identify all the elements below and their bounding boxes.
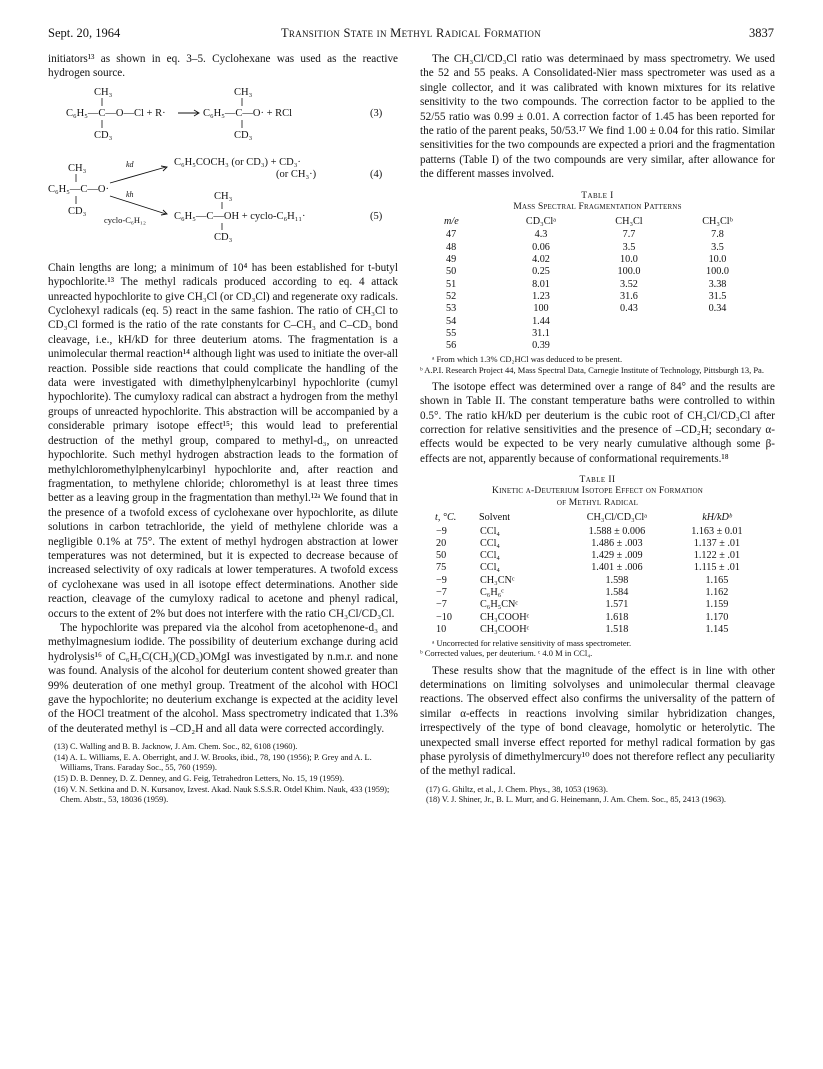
- eq3-rhs: C₆H₅—C—O· + RCl: [203, 107, 293, 119]
- left-footnotes: [48, 742, 398, 806]
- table2-notes: [420, 638, 775, 658]
- table1-label: Table I: [581, 190, 614, 201]
- table-row: [434, 279, 764, 291]
- table-row: [434, 340, 764, 352]
- table-row: [434, 550, 764, 562]
- table-cell: CH₃COOHᶜ: [480, 623, 530, 635]
- table-cell: 100: [533, 303, 549, 315]
- table-cell: CCl₄: [480, 550, 500, 562]
- table-cell: 1.159: [705, 599, 729, 611]
- table1-header-row: [434, 215, 764, 229]
- table1: [434, 215, 764, 352]
- table-cell: CCl₄: [480, 562, 500, 574]
- table-row: [434, 624, 764, 636]
- table-cell: 1.163 ± 0.01: [691, 525, 743, 537]
- table2-title: Kinetic α-Deuterium Isotope Effect on Formation: [492, 486, 703, 497]
- eq5-cd3: CD₃: [214, 231, 233, 243]
- eq3-ch3-left: CH₃: [94, 86, 113, 98]
- eq3-ch3-right: CH₃: [234, 86, 253, 98]
- table-cell: [671, 328, 764, 340]
- right-footnotes: [420, 785, 775, 806]
- table-cell: 1.23: [532, 290, 550, 302]
- table2-label: Table II: [579, 475, 616, 486]
- table-row: [434, 575, 764, 587]
- table-row: [434, 254, 764, 266]
- table-cell: 1.115 ± .01: [693, 562, 740, 574]
- table-cell: 1.401 ± .006: [591, 562, 643, 574]
- table-cell: 1.588 ± 0.006: [588, 525, 646, 537]
- table-cell: 1.162: [705, 587, 729, 599]
- right-paragraph-3: These results show that the magnitude of the effect is in line with other determinations on limiting solvolyses and unimolecular thermal cleavage reactions. The observed effect also confirms the universality of the pattern of similar α-effects in reactions involving similar hybridization changes, irrespectively of the type of bond cleavage, homolytic or heterolytic. The unexpected small inverse effect reported for methyl radical formation by gas phase pyrolysis of dimethylmercury¹⁰ does not therefore reflect any peculiarity of the methyl radical.: [420, 664, 775, 778]
- eq5-number: (5): [370, 210, 383, 222]
- table-cell: [671, 316, 764, 328]
- table-row: [434, 599, 764, 611]
- table-cell: −9: [436, 574, 447, 586]
- table-cell: [587, 316, 671, 328]
- table-row: [434, 562, 764, 574]
- table-cell: C₆H₅CNᶜ: [480, 599, 519, 611]
- table2-body: [434, 526, 764, 637]
- eq5-product: C₆H₅—C—OH + cyclo-C₆H₁₁·: [174, 210, 306, 222]
- table-cell: C₆H₆ᶜ: [480, 587, 504, 599]
- footnote-14: (14) A. L. Williams, E. A. Oberright, and J. W. Brooks, ibid., 78, 190 (1956); P. Grey and A. L. Williams, Trans. Faraday Soc., 55, 760 (1959).: [54, 752, 372, 773]
- table-cell: 50: [436, 550, 447, 562]
- table2-header: CH₃Cl/CD₃Clᵃ: [586, 512, 648, 524]
- table-row: [434, 316, 764, 328]
- table-cell: 0.43: [620, 303, 638, 315]
- table-row: [434, 526, 764, 538]
- right-paragraph-2: The isotope effect was determined over a range of 84° and the results are shown in Table II. The constant temperature baths were controlled to within 0.5°. The ratio kH/kD per deuterium is the cubic root of CH₃Cl/CD₃Cl after correction for relative sensitivities and the presence of –CD₂H; secondary α-effects would be expected to be very nearly cumulative although some β-effects are not, apparently because of conformational requirements.¹⁸: [420, 380, 775, 465]
- running-header: [48, 26, 774, 44]
- table1-notes: [420, 354, 775, 374]
- table-cell: 1.618: [605, 611, 629, 623]
- right-column: [420, 52, 775, 806]
- left-paragraph-3: The hypochlorite was prepared via the alcohol from acetophenone-d₃ and methylmagnesium iodide. The possibility of deuterium exchange during acid hydrolysis¹⁶ of C₆H₅C(CH₃)(CD₃)OMgI was investigated by n.m.r. and none was found. Analysis of the alcohol for deuterium content showed greater than 99% deuteration of one methyl group. Treatment of the alcohol with HOCl gave the hypochlorite; no deuterium exchange is expected at the acidity level of the HOCl treatment of the alcohol. Mass spectrometry indicated that 1.3% of the deuterated methyl is –CD₂H and all data were corrected accordingly.: [48, 621, 398, 735]
- footnote-16: (16) V. N. Setkina and D. N. Kursanov, Izvest. Akad. Nauk S.S.S.R. Otdel Khim. Nauk, 433 (1959); Chem. Abstr., 53, 18036 (1959).: [54, 784, 390, 805]
- table-cell: 1.165: [705, 574, 729, 586]
- table-cell: 1.170: [705, 611, 729, 623]
- left-paragraph-1: initiators¹³ as shown in eq. 3–5. Cyclohexane was used as the reactive hydrogen source.: [48, 53, 398, 80]
- table1-header: CH₃Clᵇ: [702, 216, 733, 228]
- table-cell: 3.38: [708, 278, 727, 290]
- table-cell: CCl₄: [480, 537, 500, 549]
- table-cell: 47: [446, 229, 457, 241]
- table-row: [434, 229, 764, 241]
- table2: [434, 511, 764, 636]
- table-cell: −7: [436, 599, 447, 611]
- footnote-17: (17) G. Ghiltz, et al., J. Chem. Phys., 38, 1053 (1963).: [426, 784, 608, 794]
- page-number: 3837: [749, 26, 774, 40]
- table-cell: 0.06: [532, 241, 550, 253]
- eq4-product: C₆H₅COCH₃ (or CD₃) + CD₃·: [174, 156, 301, 168]
- radical-cd3: CD₃: [68, 205, 87, 217]
- table-row: [434, 303, 764, 315]
- radical-ch3: CH₃: [68, 162, 87, 174]
- table2-header: kH/kDᵇ: [702, 512, 732, 524]
- right-paragraph-1: The CH₃Cl/CD₃Cl ratio was determinaed by mass spectrometry. We used the 52 and 55 peaks. A Consolidated-Nier mass spectrometer was used as a single collector, and it was calibrated with known mixtures for its relative sensitivity to the two compounds. The correction factor to be applied to the 52/55 ratio was 0.99 ± 0.01. A correction factor of 1.45 has been reported for the ratio of the parent peaks, 50/53.¹⁷ We find 1.00 ± 0.04 for this ratio. Similar sensitivities for the two compounds are expected a priori and the fragmentation patterns (Table I) of the two compounds are very similar, after allowance for the different masses involved.: [420, 53, 775, 181]
- eq4-product-alt: (or CH₃·): [276, 168, 317, 180]
- reaction-scheme-svg: [48, 83, 398, 257]
- table-cell: 10: [436, 623, 447, 635]
- table-cell: CCl₄: [480, 525, 500, 537]
- table-cell: 56: [446, 340, 457, 352]
- table2-header: t, °C.: [435, 512, 457, 524]
- table-cell: 7.7: [622, 229, 636, 241]
- table-cell: 100.0: [706, 266, 729, 278]
- table-cell: 53: [446, 303, 457, 315]
- table1-body: [434, 229, 764, 352]
- table-cell: 8.01: [532, 278, 550, 290]
- eq3-cd3-right: CD₃: [234, 129, 253, 141]
- table-cell: 51: [446, 278, 457, 290]
- table-cell: 48: [446, 241, 457, 253]
- table1-header: m/e: [444, 216, 459, 228]
- table2-note-a: ᵃ Uncorrected for relative sensitivity of mass spectrometer.: [432, 638, 632, 649]
- table-cell: 0.39: [532, 340, 550, 352]
- kd-label: kd: [126, 159, 134, 169]
- table-cell: [587, 328, 671, 340]
- eq5-condition: cyclo-C₆H₁₂: [104, 214, 146, 225]
- table-cell: CH₃COOHᶜ: [480, 611, 530, 623]
- left-paragraph-2: Chain lengths are long; a minimum of 10⁴ has been established for t-butyl hypochlorite.¹³ The methyl radicals produced according to eq. 4 attack unreacted hypochlorite to give CH₃Cl (or CD₃Cl) and regenerate oxy radicals. Cyclohexyl radicals (eq. 5) react in the same fashion. The ratio of CH₃Cl to CD₃Cl formed is the ratio of the rate constants for C–CH₃ and C–CD₃ bond cleavage, i.e., kH/kD for three deuterium atoms. The fragmentation is a unimolecular thermal reaction¹⁴ although light was used to initiate the over-all reaction. Possible side reactions that could complicate the handling of the data were investigated with dimethylphenylcarbinyl hypochlorite (cumyl hypochlorite). The cumyloxy radical can abstract a hydrogen from the methyl groups of unreacted hypochlorite. This abstraction will be accompanied by a considerable primary isotope effect¹⁵; this would lead to preferential destruction of the methyl group, compared to methyl-d₃, on unreacted hypochlorite. Such methyl hydrogen abstraction leads to the formation of methylchloromethylphenylcarbinyl hypochlorite and, after reaction and fragmentation, to methylene chloride; chloromethyl is at least three times better as a leaving group in the fragmentation than methyl.¹²ᵃ We found that in the presence of a twofold excess of cyclohexane over hypochlorite, as dilute solutions in carbon tetrachloride, the yield of methylene chloride was a negligible 0.1% at 75°. The extent of methyl hydrogen abstraction at lower temperatures was not determined, but it is expected to decrease because of increased selectivity of oxy radicals at lower temperatures. A twofold excess of cyclohexane was used in all isotope effect determinations. Another side reaction, cleavage of the cumyloxy radical to acetone and phenyl radical, occurs to the extent of 2% but does not interfere with the ratio CH₃Cl/CD₃Cl.: [48, 261, 399, 620]
- header-title: Transition State in Methyl Radical Formation: [280, 26, 542, 40]
- table-cell: 1.571: [605, 599, 629, 611]
- table-cell: 10.0: [708, 254, 727, 266]
- table-cell: 50: [446, 266, 457, 278]
- table-cell: 10.0: [620, 254, 638, 266]
- table-cell: 31.1: [532, 327, 550, 339]
- radical: C₆H₅—C—O·: [48, 183, 109, 195]
- header-date: Sept. 20, 1964: [48, 26, 121, 40]
- table-cell: 4.3: [534, 229, 548, 241]
- eq3-lhs: C₆H₅—C—O—Cl + R·: [66, 107, 166, 119]
- footnote-18: (18) V. J. Shiner, Jr., B. L. Murr, and G. Heinemann, J. Am. Chem. Soc., 85, 2413 (1963).: [426, 795, 727, 805]
- eq4-arrow: [110, 167, 166, 183]
- kh-label: kh: [126, 189, 134, 199]
- table2-header-row: [434, 511, 764, 525]
- table-cell: 1.145: [705, 623, 729, 635]
- table-cell: 49: [446, 254, 457, 266]
- eq4-number: (4): [370, 168, 383, 180]
- footnote-13: (13) C. Walling and B. B. Jacknow, J. Am. Chem. Soc., 82, 6108 (1960).: [54, 742, 298, 752]
- table-cell: 1.518: [605, 623, 629, 635]
- table-row: [434, 538, 764, 550]
- table-cell: 75: [436, 562, 447, 574]
- table-cell: 31.6: [620, 290, 638, 302]
- table-row: [434, 291, 764, 303]
- table-cell: 31.5: [708, 290, 727, 302]
- table-cell: 1.584: [605, 587, 629, 599]
- table-cell: 52: [446, 290, 457, 302]
- table-cell: 1.122 ± .01: [693, 550, 741, 562]
- table-cell: [671, 340, 764, 352]
- table-cell: 3.52: [620, 278, 638, 290]
- footnote-15: (15) D. B. Denney, D. Z. Denney, and G. Feig, Tetrahedron Letters, No. 15, 19 (1959).: [54, 774, 345, 783]
- table2-subtitle: of Methyl Radical: [556, 497, 639, 508]
- table1-title: Mass Spectral Fragmentation Patterns: [513, 201, 682, 212]
- eq3-cd3-left: CD₃: [94, 129, 113, 141]
- table-cell: 1.598: [605, 574, 629, 586]
- table-row: [434, 612, 764, 624]
- table-cell: 20: [436, 537, 447, 549]
- table-row: [434, 587, 764, 599]
- table1-note-a: ᵃ From which 1.3% CD₂HCl was deduced to be present.: [432, 354, 623, 365]
- table-cell: 1.486 ± .003: [591, 537, 643, 549]
- eq5-arrow: [110, 196, 166, 214]
- table-cell: [587, 340, 671, 352]
- table-cell: −9: [436, 525, 447, 537]
- table-cell: 55: [446, 327, 457, 339]
- table-cell: 100.0: [617, 266, 641, 278]
- reaction-scheme: [48, 83, 398, 257]
- table-cell: 3.5: [622, 241, 636, 253]
- table-cell: 1.137 ± .01: [693, 537, 741, 549]
- table-cell: −7: [436, 587, 447, 599]
- table-cell: 4.02: [532, 254, 550, 266]
- left-column: [48, 52, 398, 806]
- table-cell: −10: [436, 611, 452, 623]
- table1-header: CD₃Clᵃ: [525, 216, 557, 228]
- table-row: [434, 266, 764, 278]
- eq5-ch3: CH₃: [214, 190, 233, 202]
- eq3-number: (3): [370, 107, 383, 119]
- table1-header: CH₃Cl: [615, 216, 643, 228]
- table-row: [434, 328, 764, 340]
- table2-note-bc: ᵇ Corrected values, per deuterium. ᶜ 4.0 M in CCl₄.: [420, 648, 593, 659]
- table1-note-b: ᵇ A.P.I. Research Project 44, Mass Spectral Data, Carnegie Institute of Technology, Pittsburgh 13, Pa.: [420, 364, 764, 375]
- table-cell: 3.5: [711, 241, 724, 253]
- table-cell: 7.8: [711, 229, 724, 241]
- table-cell: 1.429 ± .009: [591, 550, 643, 562]
- table-row: [434, 242, 764, 254]
- table-cell: 54: [446, 315, 457, 327]
- table-cell: CH₃CNᶜ: [480, 574, 515, 586]
- table-cell: 0.25: [532, 266, 550, 278]
- table-cell: 0.34: [708, 303, 727, 315]
- table2-header: Solvent: [479, 512, 511, 524]
- table-cell: 1.44: [532, 315, 550, 327]
